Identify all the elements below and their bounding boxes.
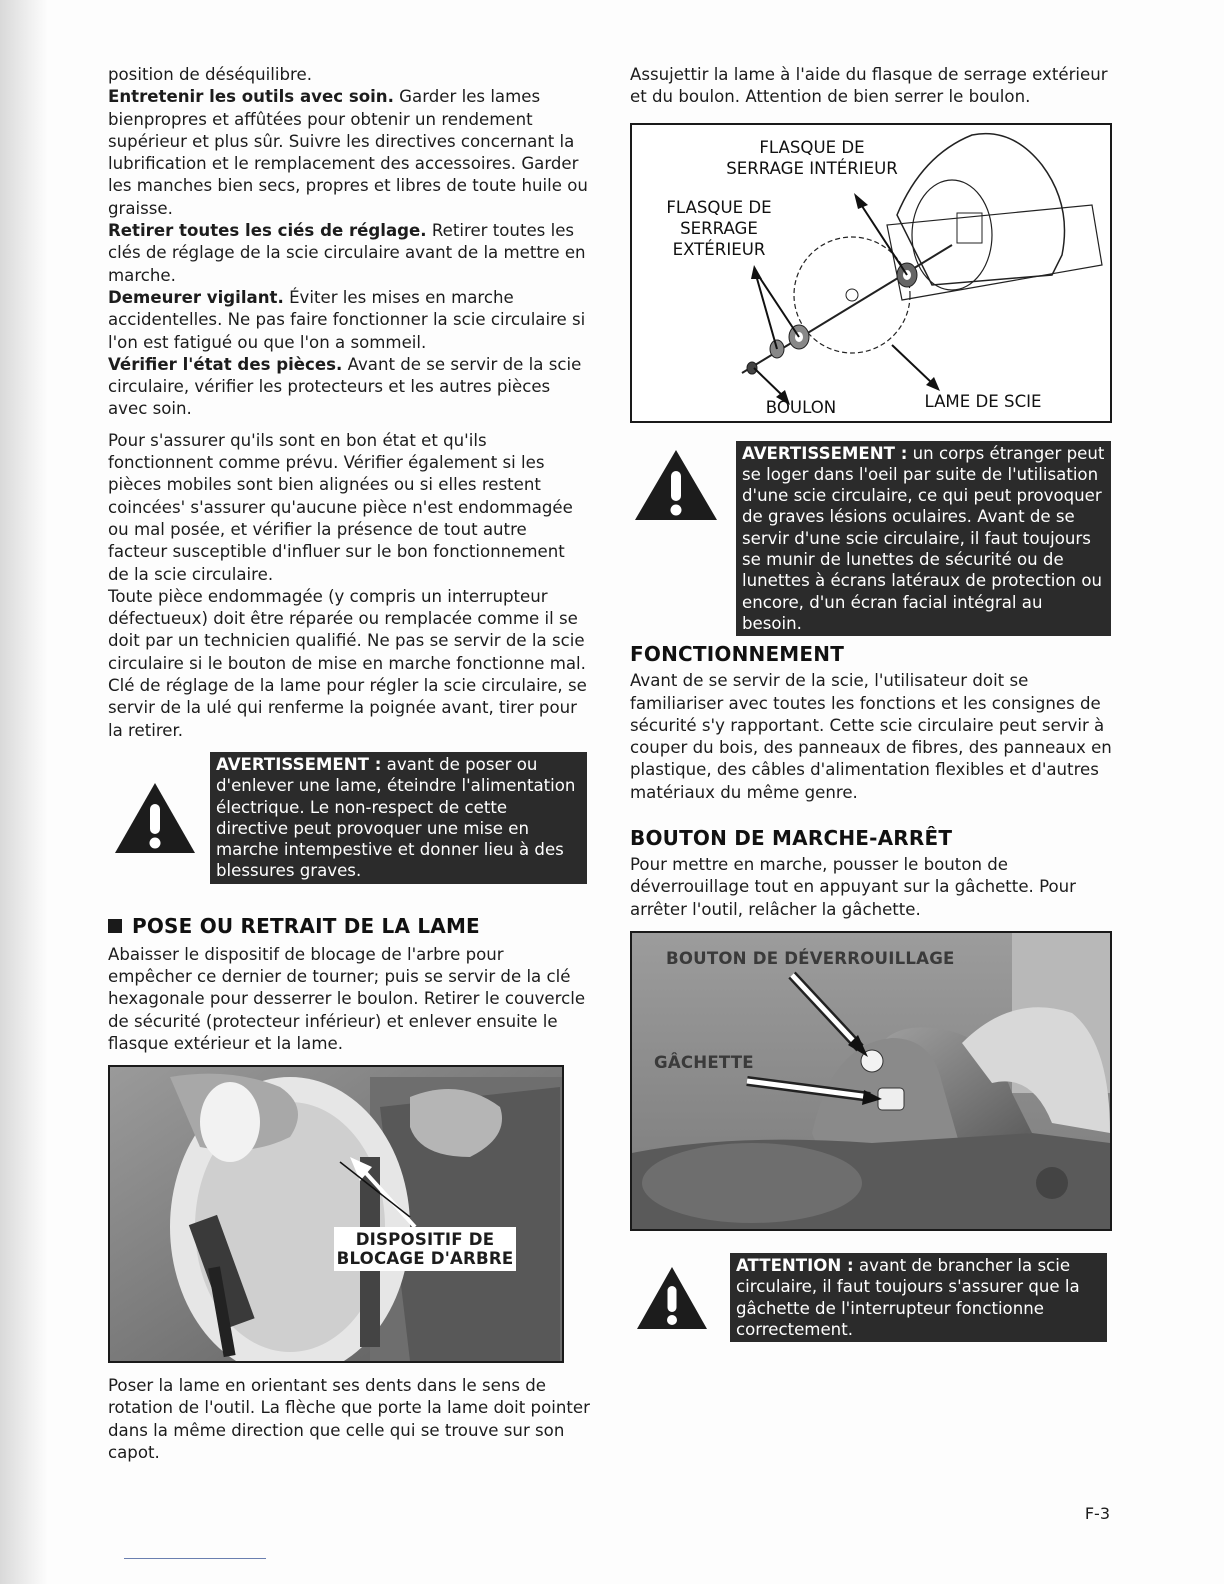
page-edge-shadow: [0, 0, 48, 1584]
diagram-label-outer-flange: FLASQUE DE SERRAGE EXTÉRIEUR: [666, 197, 772, 259]
photo-label-unlock-button: BOUTON DE DÉVERROUILLAGE: [666, 948, 955, 968]
square-bullet-icon: [108, 919, 122, 933]
section-title: POSE OU RETRAIT DE LA LAME: [132, 913, 480, 938]
diagram-label-inner-flange: FLASQUE DE SERRAGE INTÉRIEUR: [726, 137, 898, 178]
warning-block-eyes: [630, 441, 1114, 637]
footer-line: [124, 1558, 266, 1559]
warning-block-trigger: [630, 1253, 1114, 1342]
warning-block-power: [108, 752, 590, 884]
photo-label-line: BLOCAGE D'ARBRE: [336, 1249, 514, 1269]
warning-triangle-icon: [632, 447, 720, 523]
paragraph: Demeurer vigilant. Éviter les mises en marche accidentelles. Ne pas faire fonctionner la scie circulaire si l'on est fatigué ou que l'on a sommeil.: [108, 287, 586, 352]
photo-arbor-lock: [108, 1065, 564, 1363]
right-column: [630, 64, 1114, 1342]
paragraph: Abaisser le dispositif de blocage de l'arbre pour empêcher ce dernier de tourner; puis se servir de la clé hexagonale pour desserrer le boulon. Retirer le couvercle de sécurité (protecteur inférieur) et enlever ensuite le flasque extérieur et la lame.: [108, 944, 586, 1053]
paragraph: Pour s'assurer qu'ils sont en bon état et qu'ils fonctionnent comme prévu. Vérifier également si les pièces mobiles sont bien alignées ou si elles restent coincées' s'assurer qu'aucune pièce n'est endommagée ou mal posée, et vérifier la présence de tout autre facteur susceptible d'influer sur le bon fonctionnement de la scie circulaire.: [108, 430, 573, 584]
heading-operation: FONCTIONNEMENT: [630, 642, 845, 667]
paragraph: Toute pièce endommagée (y compris un interrupteur défectueux) doit être réparée ou remplacée comme il se doit par un technicien qualifié. Ne pas se servir de la scie circulaire si le bouton de mise en marche fonctionne mal.: [108, 586, 586, 673]
warning-text: AVERTISSEMENT : avant de poser ou d'enlever une lame, éteindre l'alimentation électrique. Le non-respect de cette directive peut provoquer une mise en marche intempestive et donner lieu à des blessures graves.: [210, 752, 587, 884]
photo-label-trigger: GÂCHETTE: [654, 1052, 754, 1072]
photo-label-line: DISPOSITIF DE: [355, 1230, 495, 1250]
diagram-label-blade: LAME DE SCIE: [924, 391, 1042, 411]
warning-triangle-icon: [112, 780, 198, 856]
photo-switch: [630, 931, 1112, 1231]
warning-text: AVERTISSEMENT : un corps étranger peut se loger dans l'oeil par suite de l'utilisation d'une scie circulaire, ce qui peut provoquer de graves lésions oculaires. Avant de se servir d'une scie circulaire, il faut toujours se munir de lunettes de sécurité ou de lunettes à écrans latéraux de protection ou encore, d'un écran facial intégral au besoin.: [736, 441, 1111, 637]
heading-switch: BOUTON DE MARCHE-ARRÊT: [630, 826, 953, 851]
left-column: [108, 64, 590, 1464]
paragraph: Vérifier l'état des pièces. Avant de se servir de la scie circulaire, vérifier les protecteurs et les autres pièces avec soin.: [108, 354, 582, 419]
warning-triangle-icon: [634, 1264, 710, 1332]
paragraph: Avant de se servir de la scie, l'utilisateur doit se familiariser avec toutes les fonctions et les consignes de sécurité s'y rapportant. Cette scie circulaire peut servir à couper du bois, des panneaux de fibres, des panneaux en plastique, des câbles d'alimentation flexibles et d'autres matériaux du même genre.: [630, 671, 1112, 802]
blade-assembly-diagram: [630, 123, 1112, 423]
warning-text: ATTENTION : avant de brancher la scie circulaire, il faut toujours s'assurer que la gâchette de l'interrupteur fonctionne correctement.: [730, 1253, 1107, 1342]
paragraph: Assujettir la lame à l'aide du flasque de serrage extérieur et du boulon. Attention de bien serrer le boulon.: [630, 65, 1108, 107]
paragraph: Entretenir les outils avec soin. Garder les lames bienpropres et affûtées pour obtenir un rendement supérieur et plus sûr. Suivre les directives concernant la lubrification et le remplacement des accessoires. Garder les manches bien secs, propres et libres de toute huile ou graisse.: [108, 87, 588, 218]
page-number: F-3: [1084, 1504, 1110, 1523]
paragraph: Poser la lame en orientant ses dents dans le sens de rotation de l'outil. La flèche que porte la lame doit pointer dans la même direction que celle qui se trouve sur son capot.: [108, 1376, 590, 1463]
paragraph: position de déséquilibre.: [108, 65, 312, 84]
paragraph: Pour mettre en marche, pousser le bouton de déverrouillage tout en appuyant sur la gâchette. Pour arrêter l'outil, relâcher la gâchette.: [630, 855, 1076, 919]
photo-label-box: [334, 1227, 516, 1271]
saw-handle-photo: [632, 933, 1110, 1229]
paragraph: Clé de réglage de la lame pour régler la scie circulaire, se servir de la ulé qui renferme la poignée avant, tirer pour la retirer.: [108, 676, 587, 740]
saw-arbor-lock-photo: [110, 1067, 562, 1361]
paragraph: Retirer toutes les ciés de réglage. Retirer toutes les clés de réglage de la scie circulaire avant de la mettre en marche.: [108, 221, 586, 285]
section-heading: [108, 914, 590, 938]
diagram-label-bolt: BOULON: [765, 397, 837, 417]
